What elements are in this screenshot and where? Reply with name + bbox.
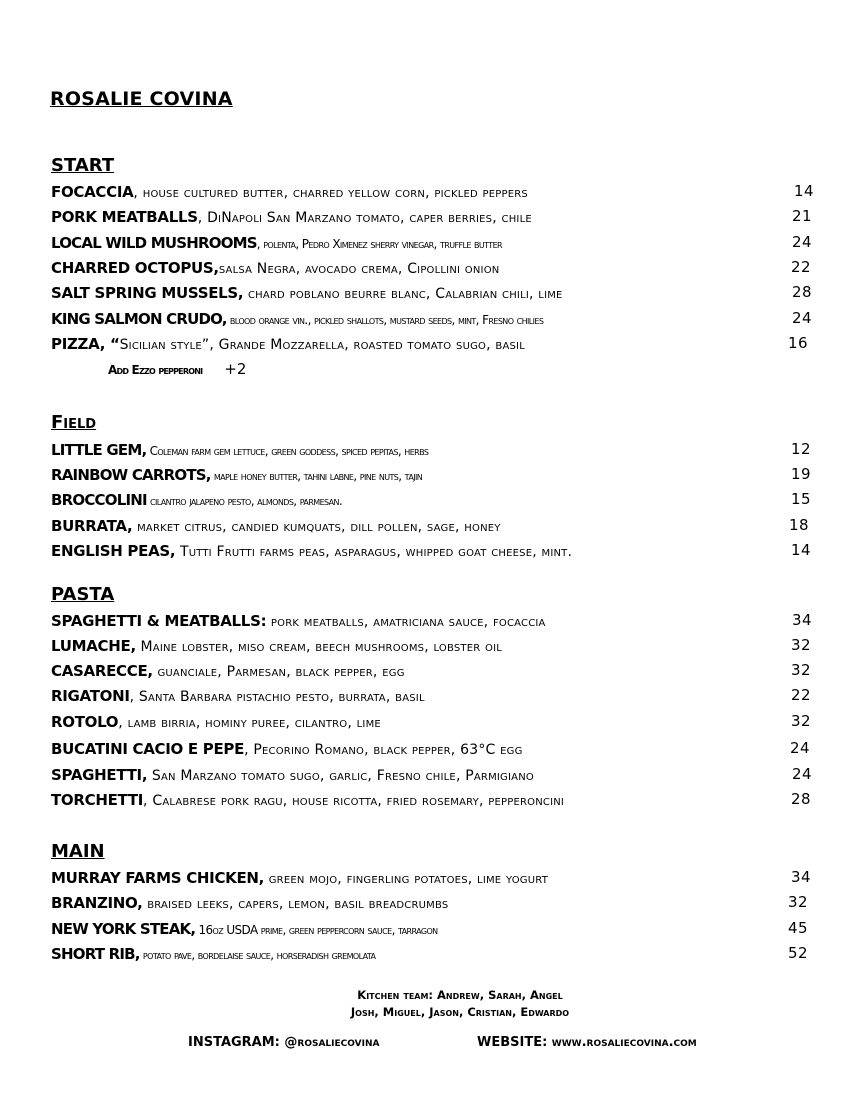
menu-item xyxy=(51,440,821,462)
item-price: 28 xyxy=(791,790,812,808)
item-name: BRANZINO, xyxy=(51,894,143,912)
item-price: 14 xyxy=(794,182,815,200)
menu-item xyxy=(51,541,821,563)
item-description: 16oz USDA prime, green peppercorn sauce, tarragon xyxy=(195,923,438,937)
restaurant-title: ROSALIE COVINA xyxy=(50,88,233,110)
section-title-field: Field xyxy=(51,412,97,433)
addon-row xyxy=(108,360,246,378)
item-description: , house cultured butter, charred yellow corn, pickled peppers xyxy=(133,185,528,201)
item-description: market citrus, candied kumquats, dill pollen, sage, honey xyxy=(132,519,501,535)
item-description: cilantro jalapeno pesto, almonds, parmesan. xyxy=(146,494,343,508)
item-name: ROTOLO xyxy=(51,713,119,731)
item-name: NEW YORK STEAK, xyxy=(51,920,196,938)
item-price: 24 xyxy=(792,309,813,327)
item-name: SPAGHETTI & MEATBALLS: xyxy=(51,612,267,630)
menu-item xyxy=(51,258,821,280)
item-price: 52 xyxy=(788,944,809,962)
kitchen-team-line: Kitchen team: Andrew, Sarah, Angel xyxy=(357,988,563,1002)
instagram-handle[interactable]: INSTAGRAM: @rosaliecovina xyxy=(188,1035,380,1050)
item-name: LOCAL WILD MUSHROOMS xyxy=(51,234,257,252)
item-name: MURRAY FARMS CHICKEN, xyxy=(51,869,265,887)
item-description: salsa Negra, avocado crema, Cipollini onion xyxy=(218,261,500,277)
item-price: 34 xyxy=(791,868,812,886)
item-description: Tutti Frutti farms peas, asparagus, whipped goat cheese, mint. xyxy=(175,544,573,560)
item-price: 32 xyxy=(791,636,812,654)
item-name: SALT SPRING MUSSELS, xyxy=(51,284,244,302)
item-name: CASARECCE, xyxy=(51,662,153,680)
item-name: LUMACHE, xyxy=(51,637,136,655)
item-price: 45 xyxy=(788,919,809,937)
menu-item xyxy=(51,490,821,512)
item-name: PORK MEATBALLS xyxy=(51,208,198,226)
item-name: BROCCOLINI xyxy=(51,491,147,509)
menu-item xyxy=(51,611,821,633)
item-name: PIZZA, “ xyxy=(51,335,120,353)
item-price: 24 xyxy=(790,739,811,757)
item-name: RIGATONI xyxy=(51,687,130,705)
menu-item xyxy=(51,233,821,255)
item-description: , DiNapoli San Marzano tomato, caper berries, chile xyxy=(197,210,532,226)
item-description: Coleman farm gem lettuce, green goddess, spiced pepitas, herbs xyxy=(146,444,429,458)
item-price: 24 xyxy=(792,765,813,783)
item-description: Sicilian style”, Grande Mozzarella, roasted tomato sugo, basil xyxy=(119,337,525,353)
menu-item xyxy=(51,790,821,812)
item-name: TORCHETTI xyxy=(51,791,144,809)
item-name: RAINBOW CARROTS, xyxy=(51,466,211,484)
item-price: 19 xyxy=(791,465,812,483)
item-description: maple honey butter, tahini labne, pine nuts, tajin xyxy=(210,469,423,483)
item-name: CHARRED OCTOPUS, xyxy=(51,259,219,277)
menu-item xyxy=(51,712,821,734)
item-name: SHORT RIB, xyxy=(51,945,140,963)
item-price: 24 xyxy=(792,233,813,251)
menu-item xyxy=(51,944,821,966)
menu-item xyxy=(51,739,821,761)
item-description: blood orange vin., pickled shallots, mustard seeds, mint, Fresno chilies xyxy=(226,313,544,327)
kitchen-team-line: Josh, Miguel, Jason, Cristian, Edwardo xyxy=(350,1005,570,1019)
item-description: guanciale, Parmesan, black pepper, egg xyxy=(152,664,405,680)
menu-item xyxy=(51,309,821,331)
item-price: 16 xyxy=(788,334,809,352)
menu-item xyxy=(51,868,821,890)
item-price: 18 xyxy=(789,516,810,534)
item-name: SPAGHETTI, xyxy=(51,766,148,784)
item-description: potato pave, bordelaise sauce, horseradish gremolata xyxy=(139,948,376,962)
item-price: 34 xyxy=(792,611,813,629)
item-price: 32 xyxy=(791,661,812,679)
item-description: , polenta, Pedro Ximenez sherry vinegar, truffle butter xyxy=(256,237,502,251)
menu-item xyxy=(51,516,821,538)
menu-item xyxy=(51,919,821,941)
menu-item xyxy=(51,661,821,683)
item-description: San Marzano tomato sugo, garlic, Fresno chile, Parmigiano xyxy=(147,768,534,784)
kitchen-team xyxy=(310,987,610,1021)
item-price: 21 xyxy=(792,207,813,225)
addon-label: Add Ezzo pepperoni xyxy=(108,363,203,377)
item-price: 32 xyxy=(788,893,809,911)
menu-item xyxy=(51,765,821,787)
item-description: pork meatballs, amatriciana sauce, focaccia xyxy=(266,614,546,630)
item-price: 14 xyxy=(791,541,812,559)
item-price: 22 xyxy=(791,686,812,704)
item-name: ENGLISH PEAS, xyxy=(51,542,176,560)
item-description: , lamb birria, hominy puree, cilantro, lime xyxy=(118,715,381,731)
item-description: Maine lobster, miso cream, beech mushrooms, lobster oil xyxy=(135,639,503,655)
item-price: 12 xyxy=(791,440,812,458)
item-price: 28 xyxy=(792,283,813,301)
menu-item xyxy=(51,636,821,658)
menu-item xyxy=(51,686,821,708)
item-name: BURRATA, xyxy=(51,517,133,535)
section-title-main: MAIN xyxy=(51,841,105,862)
menu-item xyxy=(51,334,821,356)
item-name: KING SALMON CRUDO, xyxy=(51,310,227,328)
item-description: , Pecorino Romano, black pepper, 63°C egg xyxy=(244,742,523,758)
section-title-pasta: PASTA xyxy=(51,584,115,605)
item-description: , Calabrese pork ragu, house ricotta, fried rosemary, pepperoncini xyxy=(143,793,565,809)
section-title-start: START xyxy=(51,155,115,176)
menu-item xyxy=(51,207,821,229)
item-price: 22 xyxy=(791,258,812,276)
item-price: 32 xyxy=(791,712,812,730)
item-price: 15 xyxy=(791,490,812,508)
website-link[interactable]: WEBSITE: www.rosaliecovina.com xyxy=(477,1035,697,1050)
menu-item xyxy=(51,283,821,305)
item-description: green mojo, fingerling potatoes, lime yogurt xyxy=(264,871,549,887)
item-name: BUCATINI CACIO E PEPE xyxy=(51,740,245,758)
item-name: FOCACCIA xyxy=(51,183,134,201)
menu-item xyxy=(51,893,821,915)
item-description: chard poblano beurre blanc, Calabrian chili, lime xyxy=(243,286,563,302)
addon-price: +2 xyxy=(224,360,247,378)
item-name: LITTLE GEM, xyxy=(51,441,147,459)
item-description: braised leeks, capers, lemon, basil breadcrumbs xyxy=(142,896,449,912)
menu-item xyxy=(51,465,821,487)
menu-item xyxy=(51,182,821,204)
item-description: , Santa Barbara pistachio pesto, burrata, basil xyxy=(129,689,425,705)
